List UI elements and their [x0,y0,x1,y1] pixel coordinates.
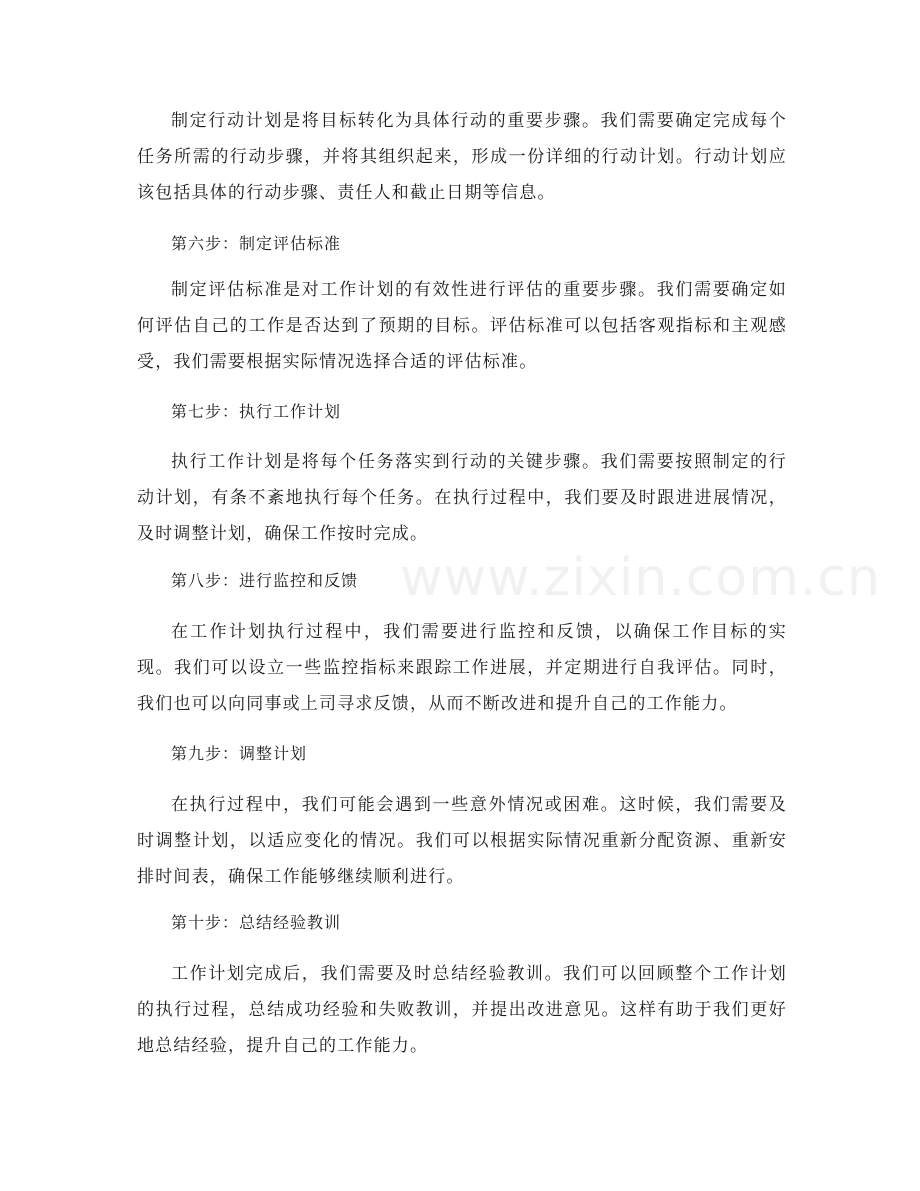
paragraph-step-8 [137,614,787,722]
section-heading: 第九步：调整计划 [171,744,308,763]
heading-step-8 [137,569,787,593]
paragraph-text: 工作计划完成后，我们需要及时总结经验教训。我们可以回顾整个工作计划的执行过程，总结成功经验和失败教训，并提出改进意见。这样有助于我们更好地总结经验，提升自己的工作能力。 [137,964,787,1056]
paragraph-step-10 [137,956,787,1064]
heading-step-7 [137,400,787,424]
heading-step-10 [137,911,787,935]
paragraph-step-7 [137,444,787,552]
section-heading: 第六步：制定评估标准 [171,234,342,253]
section-heading: 第八步：进行监控和反馈 [171,571,359,590]
watermark-text: www.zixin.com.cn [400,548,881,608]
section-heading: 第十步：总结经验教训 [171,913,342,932]
paragraph-text: 制定行动计划是将目标转化为具体行动的重要步骤。我们需要确定完成每个任务所需的行动步骤，并将其组织起来，形成一份详细的行动计划。行动计划应该包括具体的行动步骤、责任人和截止日期等信息。 [137,111,787,203]
paragraph-text: 制定评估标准是对工作计划的有效性进行评估的重要步骤。我们需要确定如何评估自己的工作是否达到了预期的目标。评估标准可以包括客观指标和主观感受，我们需要根据实际情况选择合适的评估标准。 [137,280,787,372]
paragraph-text: 执行工作计划是将每个任务落实到行动的关键步骤。我们需要按照制定的行动计划，有条不紊地执行每个任务。在执行过程中，我们要及时跟进进展情况，及时调整计划，确保工作按时完成。 [137,452,787,544]
heading-step-6 [137,232,787,256]
section-heading: 第七步：执行工作计划 [171,402,342,421]
paragraph-text: 在工作计划执行过程中，我们需要进行监控和反馈，以确保工作目标的实现。我们可以设立一些监控指标来跟踪工作进展，并定期进行自我评估。同时，我们也可以向同事或上司寻求反馈，从而不断改进和提升自己的工作能力。 [137,622,787,714]
paragraph-text: 在执行过程中，我们可能会遇到一些意外情况或困难。这时候，我们需要及时调整计划，以适应变化的情况。我们可以根据实际情况重新分配资源、重新安排时间表，确保工作能够继续顺利进行。 [137,795,787,887]
paragraph-step-6 [137,272,787,380]
heading-step-9 [137,742,787,766]
paragraph-action-plan [137,103,787,211]
paragraph-step-9 [137,787,787,895]
